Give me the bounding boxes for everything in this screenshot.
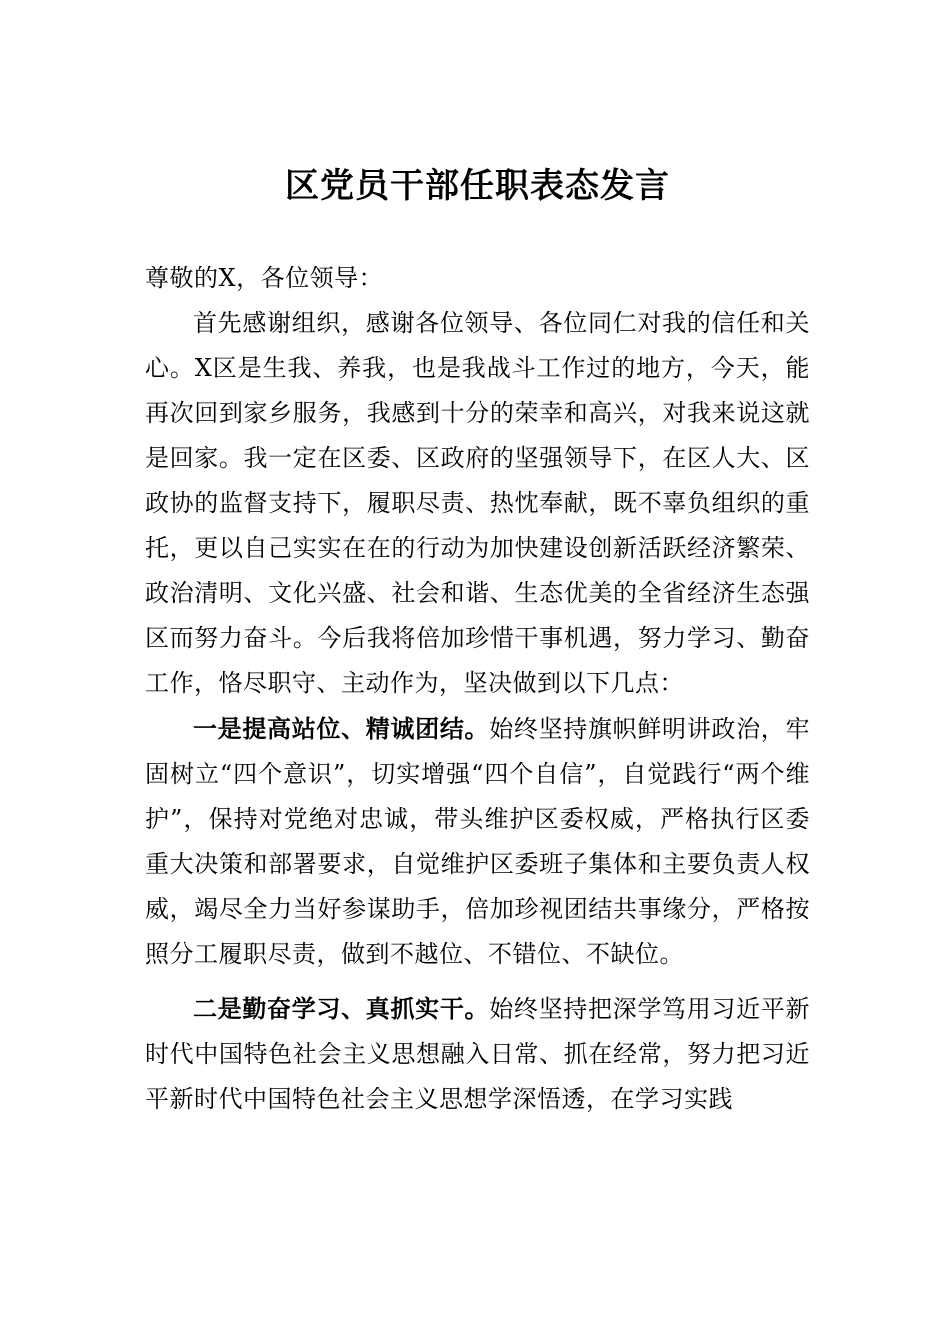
paragraph-point-1 xyxy=(145,706,810,977)
salutation: 尊敬的X，各位领导： xyxy=(145,264,384,292)
paragraph-text: 始终坚持旗帜鲜明讲政治，牢固树立“四个意识”，切实增强“四个自信”，自觉践行“两个维护”，保持对党绝对忠诚，带头维护区委权威，严格执行区委重大决策和部署要求，自觉维护区委班子集体和主要负责人权威，竭尽全力当好参谋助手，倍加珍视团结共事缘分，严格按照分工履职尽责，做到不越位、不错位、不缺位。 xyxy=(145,715,810,968)
paragraph-lead: 二是勤奋学习、真抓实干。 xyxy=(193,994,490,1023)
paragraph-text: 首先感谢组织，感谢各位领导、各位同仁对我的信任和关心。X区是生我、养我，也是我战斗工作过的地方，今天，能再次回到家乡服务，我感到十分的荣幸和高兴，对我来说这就是回家。我一定在区委、区政府的坚强领导下，在区人大、区政协的监督支持下，履职尽责、热忱奉献，既不辜负组织的重托，更以自己实实在在的行动为加快建设创新活跃经济繁荣、政治清明、文化兴盛、社会和谐、生态优美的全省经济生态强区而努力奋斗。今后我将倍加珍惜干事机遇，努力学习、勤奋工作，恪尽职守、主动作为，坚决做到以下几点： xyxy=(145,309,810,697)
paragraph-intro xyxy=(145,301,810,706)
document-title: 区党员干部任职表态发言 xyxy=(285,166,670,206)
paragraph-point-2 xyxy=(145,986,810,1122)
paragraph-text: 始终坚持把深学笃用习近平新时代中国特色社会主义思想融入日常、抓在经常，努力把习近平新时代中国特色社会主义思想学深悟透，在学习实践 xyxy=(145,995,810,1113)
document-body xyxy=(145,256,810,1122)
paragraph-lead: 一是提高站位、精诚团结。 xyxy=(193,714,490,743)
